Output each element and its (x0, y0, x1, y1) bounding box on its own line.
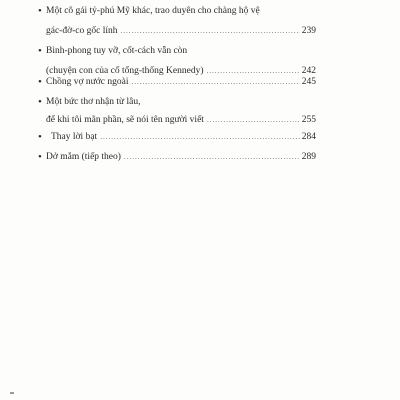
toc-page-number: 255 (301, 115, 316, 125)
toc-entry-line (46, 44, 316, 58)
bullet-icon: • (38, 131, 42, 143)
toc-entry-title: (chuyện con của cố tổng-thống Kennedy) (46, 66, 204, 76)
toc-entry-title: Một bức thơ nhận từ lâu, (46, 97, 141, 107)
toc-page-number: 242 (301, 66, 316, 76)
toc-entry-title: Một cô gái tỷ-phú Mỹ khác, trao duyên cho chàng hộ vệ (46, 6, 260, 16)
dot-leader (100, 130, 300, 144)
toc-entry-line (46, 95, 316, 109)
bullet-icon: • (38, 45, 42, 57)
toc-entry-line (46, 75, 316, 89)
toc-page-number: 284 (301, 132, 316, 142)
toc-entry (38, 44, 316, 78)
toc-entry-line (46, 150, 316, 164)
dot-leader (121, 24, 300, 38)
toc-entry (38, 150, 316, 164)
toc-page-number: 239 (301, 26, 316, 36)
toc-page-number: 245 (301, 77, 316, 87)
bullet-icon: • (38, 76, 42, 88)
toc-entry-line (46, 130, 316, 144)
toc-entry (38, 95, 316, 127)
toc-entry-title: Bình-phong tuy vỡ, cốt-cách vẫn còn (46, 46, 188, 56)
dot-leader (124, 150, 300, 164)
toc-entry-title: Thay lời bạt (51, 132, 98, 142)
toc-entry-line (46, 113, 316, 127)
toc-entry (38, 4, 316, 38)
toc-page-number: 289 (301, 152, 316, 162)
bullet-icon: • (38, 151, 42, 163)
dot-leader (207, 113, 300, 127)
toc-entry-title: Dở mắm (tiếp theo) (46, 152, 121, 162)
page-edge-mark (10, 392, 14, 394)
toc-entry-line (46, 4, 316, 18)
bullet-icon: • (38, 5, 42, 17)
toc-entry-title: gác-đờ-co gốc lính (46, 26, 118, 36)
toc-entry (38, 130, 316, 144)
bullet-icon: • (38, 96, 42, 108)
toc-entry-title: để khi tôi mãn phần, sẽ nói tên người viết (46, 115, 204, 125)
toc-entry-title: Chồng vợ nước ngoài (46, 77, 129, 87)
dot-leader (131, 75, 299, 89)
toc-entry (38, 75, 316, 89)
toc-entry-line (46, 24, 316, 38)
